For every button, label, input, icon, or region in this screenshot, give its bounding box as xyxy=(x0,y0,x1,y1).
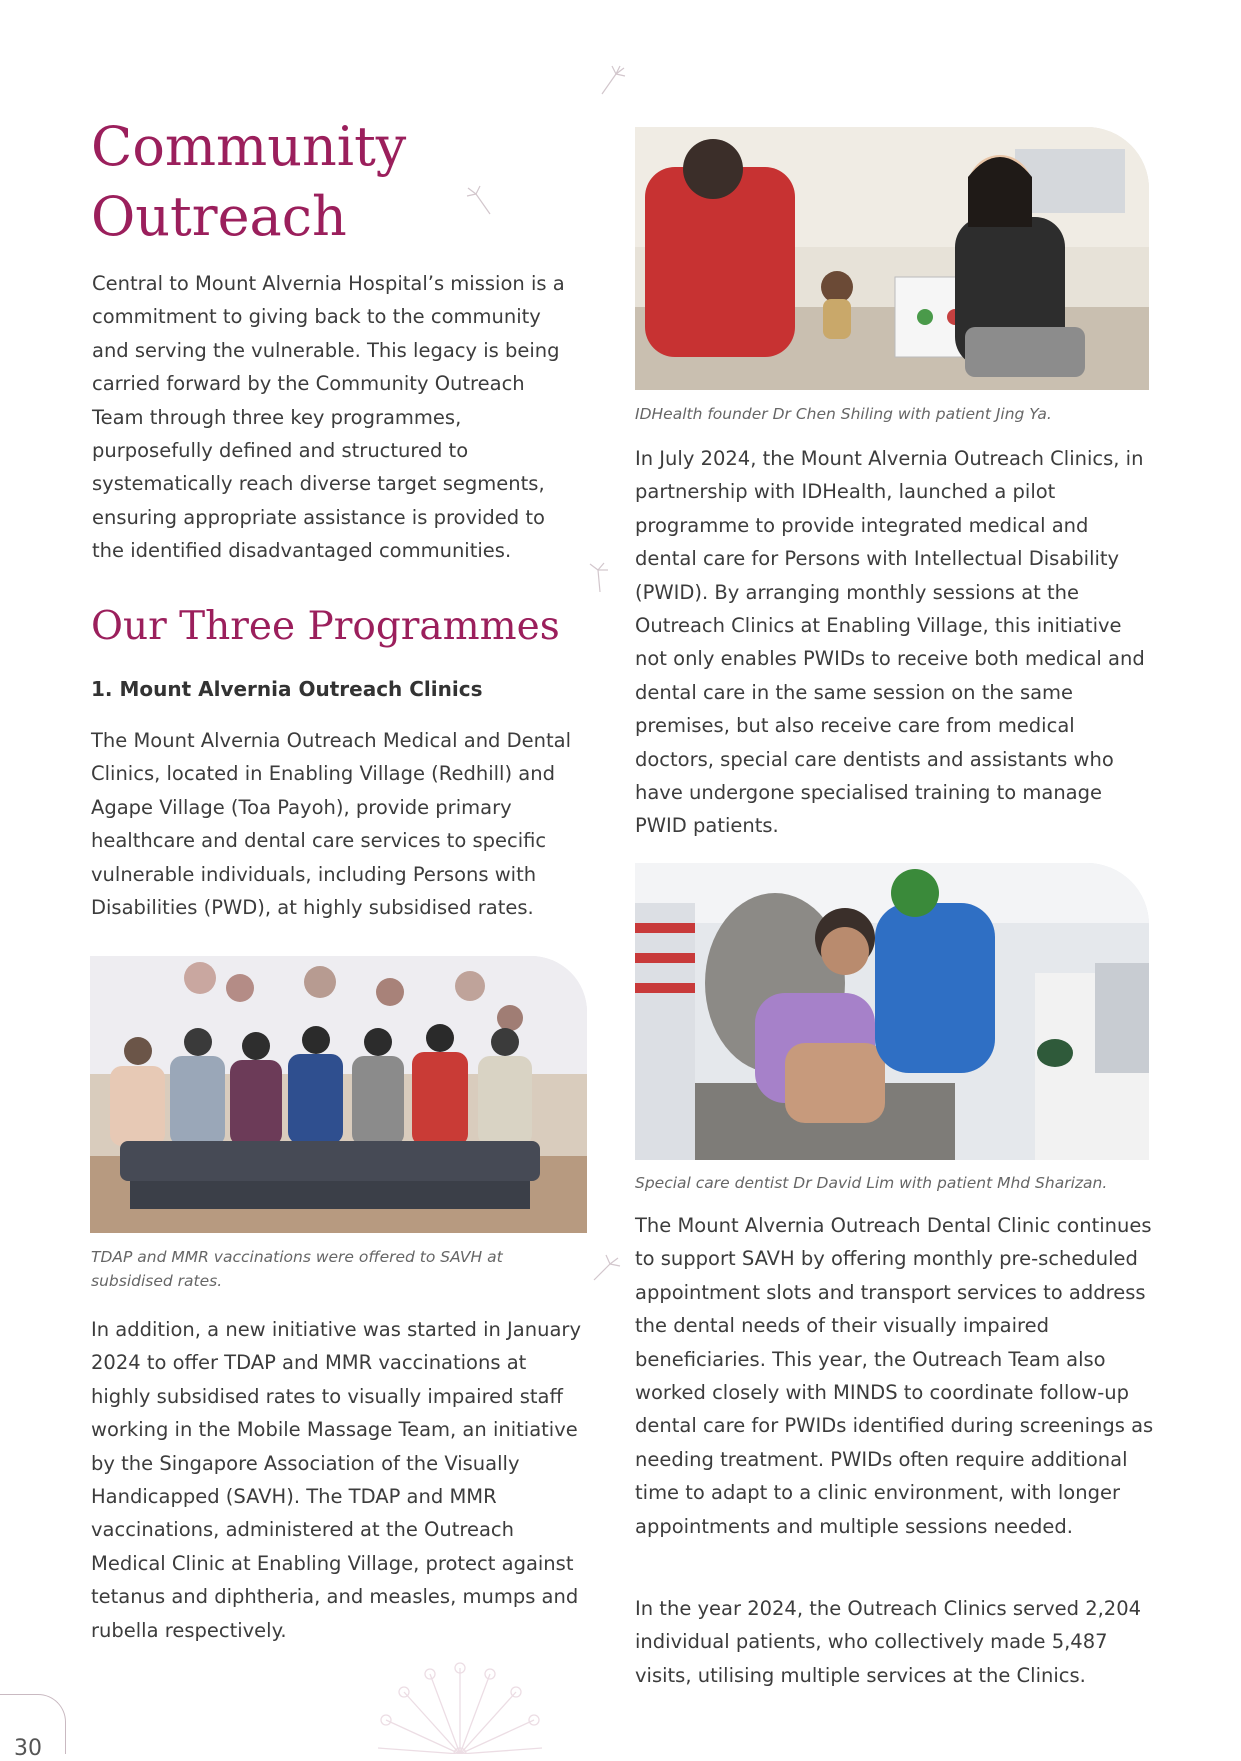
waiting-room-photo xyxy=(90,956,587,1233)
dandelion-seed-icon xyxy=(586,560,612,594)
photo-caption: IDHealth founder Dr Chen Shiling with patient Jing Ya. xyxy=(635,405,1052,423)
dental-clinic-paragraph: The Mount Alvernia Outreach Dental Clinic continues to support SAVH by offering monthly pre-scheduled appointment slots and transport services to address the dental needs of their visually impaired beneficiaries. This year, the Outreach Team also worked closely with MINDS to coordinate follow-up dental care for PWIDs identified during screenings as needing treatment. PWIDs often require additional time to adapt to a clinic environment, with longer appointments and multiple sessions needed. xyxy=(635,1214,1154,1538)
pilot-programme-paragraph: In July 2024, the Mount Alvernia Outreach Clinics, in partnership with IDHealth, launched a pilot programme to provide integrated medical and dental care for Persons with Intellectual Disability (PWID). By arranging monthly sessions at the Outreach Clinics at Enabling Village, this initiative not only enables PWIDs to receive both medical and dental care in the same session on the same premises, but also receive care from medical doctors, special care dentists and assistants who have undergone specialised training to manage PWID patients. xyxy=(635,447,1145,838)
dandelion-flower-icon xyxy=(370,1658,550,1754)
intro-paragraph: Central to Mount Alvernia Hospital’s mission is a commitment to giving back to the community and serving the vulnerable. This legacy is being carried forward by the Community Outreach Team through three key programmes, purposefully defined and structured to systematically reach diverse target segments, ensuring appropriate assistance is provided to the identified disadvantaged communities. xyxy=(92,272,565,563)
statistics-paragraph: In the year 2024, the Outreach Clinics served 2,204 individual patients, who collectively made 5,487 visits, utilising multiple services at the Clinics. xyxy=(635,1597,1142,1687)
photo-caption: Special care dentist Dr David Lim with patient Mhd Sharizan. xyxy=(635,1174,1108,1192)
idhealth-photo xyxy=(635,127,1149,390)
vaccination-paragraph: In addition, a new initiative was started in January 2024 to offer TDAP and MMR vaccinations at highly subsidised rates to visually impaired staff working in the Mobile Massage Team, an initiative by the Singapore Association of the Visually Handicapped (SAVH). The TDAP and MMR vaccinations, administered at the Outreach Medical Clinic at Enabling Village, protect against tetanus and diphtheria, and measles, mumps and rubella respectively. xyxy=(91,1318,581,1642)
photo-caption: TDAP and MMR vaccinations were offered to SAVH at subsidised rates. xyxy=(91,1248,503,1290)
page-title-line: Community xyxy=(91,115,407,178)
dental-photo xyxy=(635,863,1149,1160)
dandelion-seed-icon xyxy=(598,64,628,98)
page-title xyxy=(91,112,561,252)
page-number: 30 xyxy=(14,1736,42,1761)
dandelion-seed-icon xyxy=(592,1252,622,1282)
programme-title: 1. Mount Alvernia Outreach Clinics xyxy=(91,677,483,701)
programmes-heading: Our Three Programmes xyxy=(91,604,560,649)
page-title-line: Outreach xyxy=(91,185,347,248)
programme-description: The Mount Alvernia Outreach Medical and Dental Clinics, located in Enabling Village (Redhill) and Agape Village (Toa Payoh), provide primary healthcare and dental care services to specific vulnerable individuals, including Persons with Disabilities (PWD), at highly subsidised rates. xyxy=(91,729,572,920)
